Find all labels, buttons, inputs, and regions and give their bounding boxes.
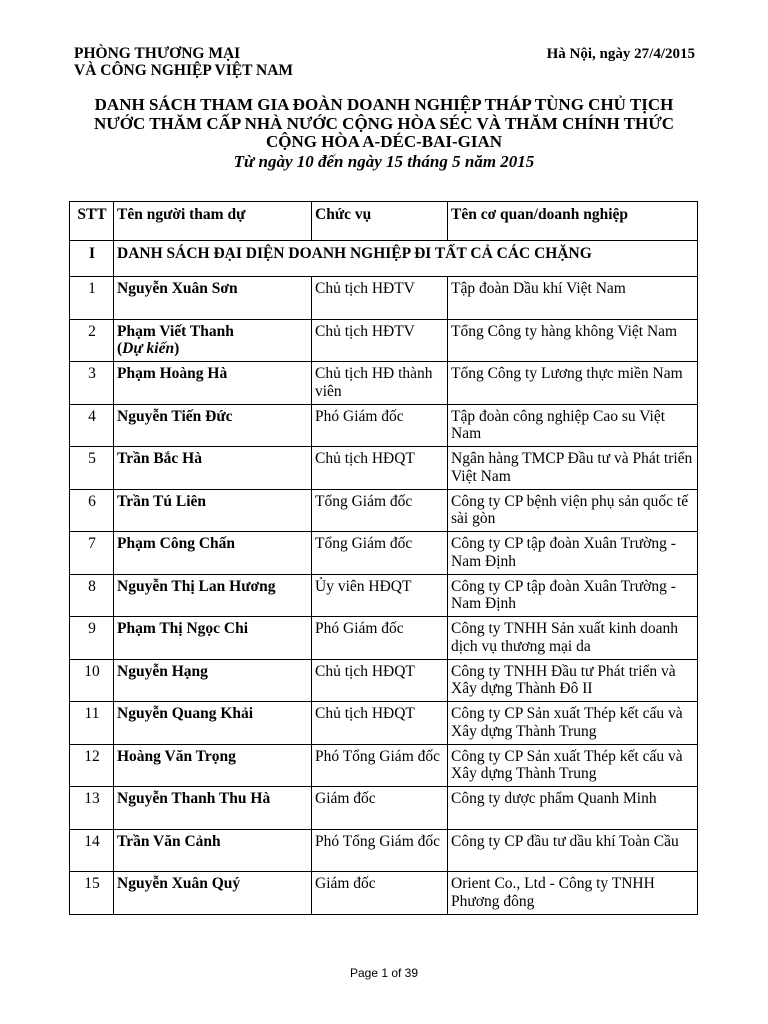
- participant-name: [114, 489, 312, 532]
- participant-name: Phạm Viết Thanh (Dự kiến): [114, 319, 312, 362]
- place-date: Hà Nội, ngày 27/4/2015: [546, 46, 695, 62]
- row-number: 5: [70, 447, 114, 490]
- participant-name: [114, 362, 312, 405]
- participant-name-text: Nguyễn Xuân Sơn: [117, 280, 238, 297]
- row-number: 7: [70, 532, 114, 575]
- participant-organization: Tổng Công ty hàng không Việt Nam: [448, 319, 698, 362]
- participant-position: Phó Giám đốc: [312, 404, 448, 447]
- row-number: 2: [70, 319, 114, 362]
- participant-name: [114, 829, 312, 872]
- table-row: [70, 447, 698, 490]
- row-number: 12: [70, 744, 114, 787]
- participant-position: Giám đốc: [312, 872, 448, 915]
- participant-position: Giám đốc: [312, 787, 448, 830]
- title-line-1: DANH SÁCH THAM GIA ĐOÀN DOANH NGHIỆP THÁP TÙNG CHỦ TỊCH: [94, 95, 674, 114]
- participant-name-text: Hoàng Văn Trọng: [117, 747, 236, 765]
- delegation-table: [69, 201, 698, 915]
- row-number: 13: [70, 787, 114, 830]
- table-row: [70, 659, 698, 702]
- participant-organization: Tập đoàn công nghiệp Cao su Việt Nam: [448, 404, 698, 447]
- participant-name-text: Phạm Viết Thanh: [117, 322, 234, 340]
- participant-name: [114, 744, 312, 787]
- participant-organization: Công ty CP tập đoàn Xuân Trường - Nam Định: [448, 532, 698, 575]
- participant-name-text: Trần Tú Liên: [117, 492, 207, 510]
- participant-name-text: Nguyễn Xuân Quý: [117, 875, 241, 892]
- row-number: 8: [70, 574, 114, 617]
- section-number: I: [70, 241, 114, 277]
- participant-organization: Tổng Công ty Lương thực miền Nam: [448, 362, 698, 405]
- row-number: 14: [70, 829, 114, 872]
- participant-organization: Công ty CP đầu tư dầu khí Toàn Cầu: [448, 829, 698, 872]
- table-row: [70, 829, 698, 872]
- document-subtitle: Từ ngày 10 đến ngày 15 tháng 5 năm 2015: [233, 152, 535, 171]
- participant-organization: Công ty CP Sản xuất Thép kết cấu và Xây dựng Thành Trung: [448, 744, 698, 787]
- row-number: 9: [70, 617, 114, 660]
- participant-name-text: Trần Bắc Hà: [117, 450, 202, 467]
- participant-position: Ủy viên HĐQT: [312, 574, 448, 617]
- participant-name-text: Phạm Công Chấn: [117, 535, 235, 552]
- table-row: [70, 744, 698, 787]
- participant-name: [114, 574, 312, 617]
- participant-name: [114, 277, 312, 320]
- column-header-organization: Tên cơ quan/doanh nghiệp: [448, 202, 698, 241]
- participant-name: [114, 872, 312, 915]
- organization-header: [74, 45, 293, 79]
- participant-position: Tổng Giám đốc: [312, 489, 448, 532]
- table-row: [70, 404, 698, 447]
- table-row: [70, 702, 698, 745]
- participant-name-text: Nguyễn Tiến Đức: [117, 407, 233, 425]
- table-row: [70, 489, 698, 532]
- participant-position: Chủ tịch HĐ thành viên: [312, 362, 448, 405]
- participant-name-text: Phạm Hoàng Hà: [117, 365, 228, 382]
- participant-name: [114, 787, 312, 830]
- page-number: Page 1 of 39: [349, 966, 419, 980]
- participant-name: [114, 702, 312, 745]
- participant-name-text: Trần Văn Cảnh: [117, 832, 221, 850]
- participant-name: [114, 404, 312, 447]
- table-row: [70, 574, 698, 617]
- participant-name-text: Nguyễn Thanh Thu Hà: [117, 790, 271, 807]
- participant-note: Dự kiến: [122, 340, 175, 357]
- document-title: [60, 96, 708, 152]
- participant-organization: Orient Co., Ltd - Công ty TNHH Phương đông: [448, 872, 698, 915]
- participant-name-text: Nguyễn Quang Khải: [117, 705, 254, 722]
- participant-name-text: Nguyễn Hạng: [117, 662, 208, 680]
- participant-position: Phó Tổng Giám đốc: [312, 744, 448, 787]
- participant-organization: Công ty dược phẩm Quanh Minh: [448, 787, 698, 830]
- organization-line-2: VÀ CÔNG NGHIỆP VIỆT NAM: [74, 62, 294, 79]
- title-line-3: CỘNG HÒA A-DÉC-BAI-GIAN: [265, 132, 503, 151]
- participant-organization: Công ty CP Sản xuất Thép kết cấu và Xây dựng Thành Trung: [448, 702, 698, 745]
- table-row: [70, 787, 698, 830]
- row-number: 11: [70, 702, 114, 745]
- participant-name: [114, 447, 312, 490]
- row-number: 10: [70, 659, 114, 702]
- participant-position: Phó Tổng Giám đốc: [312, 829, 448, 872]
- participant-position: Chủ tịch HĐQT: [312, 659, 448, 702]
- table-row: [70, 532, 698, 575]
- row-number: 15: [70, 872, 114, 915]
- table-header-row: [70, 202, 698, 241]
- table-row: [70, 319, 698, 362]
- row-number: 3: [70, 362, 114, 405]
- table-row: [70, 277, 698, 320]
- participant-organization: Công ty CP bệnh viện phụ sản quốc tế sài gòn: [448, 489, 698, 532]
- participant-organization: Ngân hàng TMCP Đầu tư và Phát triển Việt Nam: [448, 447, 698, 490]
- participant-organization: Công ty TNHH Đầu tư Phát triển và Xây dựng Thành Đô II: [448, 659, 698, 702]
- participant-position: Phó Giám đốc: [312, 617, 448, 660]
- participant-name: [114, 617, 312, 660]
- column-header-position: Chức vụ: [312, 202, 448, 241]
- column-header-stt: STT: [70, 202, 114, 241]
- participant-position: Chủ tịch HĐTV: [312, 277, 448, 320]
- row-number: 6: [70, 489, 114, 532]
- participant-name-text: Nguyễn Thị Lan Hương: [117, 577, 276, 595]
- participant-position: Chủ tịch HĐTV: [312, 319, 448, 362]
- participant-position: Chủ tịch HĐQT: [312, 702, 448, 745]
- row-number: 1: [70, 277, 114, 320]
- participant-position: Chủ tịch HĐQT: [312, 447, 448, 490]
- participant-organization: Công ty TNHH Sản xuất kinh doanh dịch vụ thương mại da: [448, 617, 698, 660]
- participant-name-text: Phạm Thị Ngọc Chi: [117, 620, 249, 637]
- table-row: [70, 362, 698, 405]
- participant-name: [114, 532, 312, 575]
- title-line-2: NƯỚC THĂM CẤP NHÀ NƯỚC CỘNG HÒA SÉC VÀ THĂM CHÍNH THỨC: [93, 113, 675, 133]
- participant-organization: Tập đoàn Dầu khí Việt Nam: [448, 277, 698, 320]
- participant-organization: Công ty CP tập đoàn Xuân Trường - Nam Định: [448, 574, 698, 617]
- column-header-name: Tên người tham dự: [114, 202, 312, 241]
- table-row: [70, 872, 698, 915]
- participant-position: Tổng Giám đốc: [312, 532, 448, 575]
- section-row: [70, 241, 698, 277]
- section-label: DANH SÁCH ĐẠI DIỆN DOANH NGHIỆP ĐI TẤT CẢ CÁC CHẶNG: [114, 241, 698, 277]
- table-row: [70, 617, 698, 660]
- row-number: 4: [70, 404, 114, 447]
- organization-line-1: PHÒNG THƯƠNG MẠI: [74, 45, 241, 62]
- participant-name: [114, 659, 312, 702]
